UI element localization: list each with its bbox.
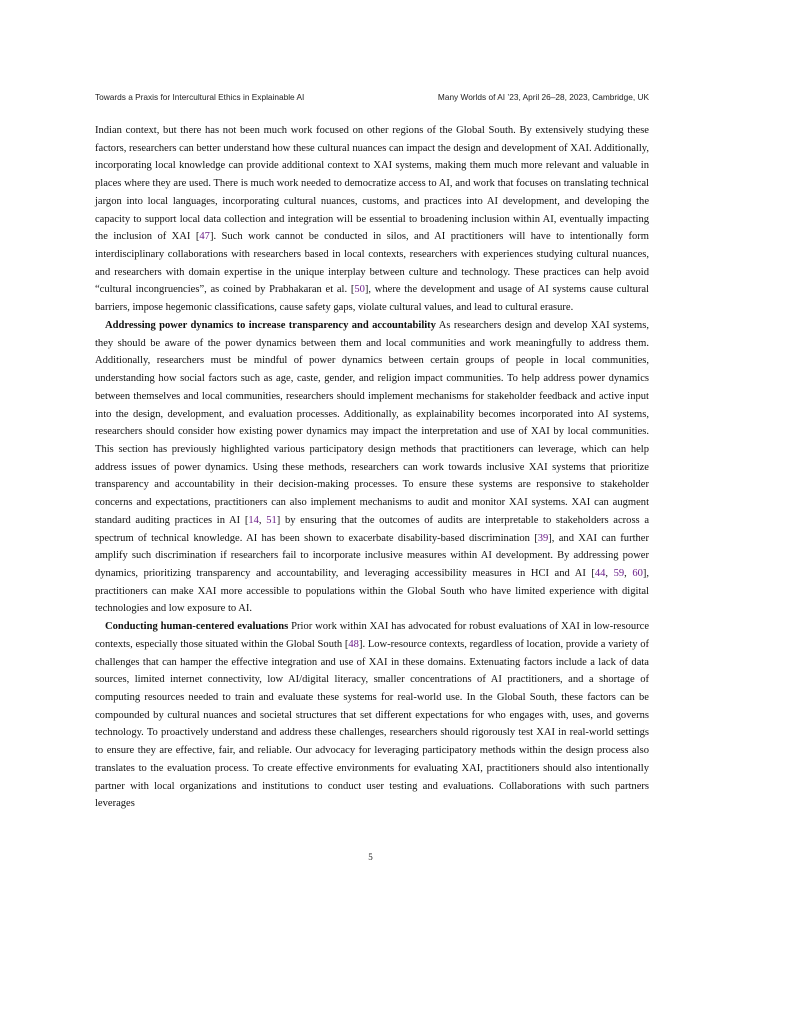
paragraph xyxy=(95,122,649,317)
paragraph xyxy=(95,317,649,618)
citation-link[interactable]: 48 xyxy=(348,638,359,650)
paragraph-text: , xyxy=(605,567,614,579)
paragraph xyxy=(95,618,649,813)
citation-link[interactable]: 44 xyxy=(594,567,606,579)
running-header xyxy=(95,92,649,106)
running-header-venue: Many Worlds of AI ’23, April 26–28, 2023, Cambridge, UK xyxy=(437,92,649,102)
paragraph-text: ]. Low-resource contexts, regardless of location, provide a variety of challenges that can hamper the effective integration and use of XAI in these domains. Extenuating factors include a lack of data sources, limited internet connectivity, low AI/digital literacy, smaller concentrations of AI practitioners, and a shortage of computing resources needed to train and evaluate these systems for real-world use. In the Global South, these factors can be compounded by cultural nuances and societal structures that set different expectations for who engages with, uses, and governs technology. To proactively understand and address these challenges, researchers should rigorously test XAI in real-world settings to ensure they are effective, fair, and reliable. Our advocacy for leveraging participatory methods within the design process also translates to the evaluation process. To create effective environments for evaluating XAI, practitioners should also intentionally partner with local organizations and institutions to conduct user testing and evaluations. Collaborations with such partners leverages xyxy=(95,638,649,810)
paragraph-text: ]. Such work cannot be conducted in silos, and AI practitioners will have to intentionally form interdisciplinary collaborations with researchers based in local contexts, researchers with experiences studying cultural nuances, and researchers with domain expertise in the unique interplay between culture and technology. These practices can help avoid “cultural incongruencies”, as coined by Prabhakaran et al. [ xyxy=(95,231,649,296)
body-text xyxy=(95,122,649,813)
paragraph-text: As researchers design and develop XAI systems, they should be aware of the power dynamics between them and local communities and work meaningfully to address them. Additionally, researchers must be mindful of power dynamics between certain groups of people in local communities, understanding how social factors such as age, caste, gender, and religion impact communities. To help address power dynamics between themselves and local communities, researchers should implement mechanisms for stakeholder feedback and active input into the design, development, and evaluation processes. Additionally, as explainability becomes incorporated into AI systems, researchers should consider how existing power dynamics may impact the interpretation and use of XAI by local communities. This section has previously highlighted various participatory design methods that practitioners can leverage, which can help address issues of power dynamics. Using these methods, researchers can work towards inclusive XAI systems that prioritize transparency and accountability in their decision-making processes. To ensure these systems are responsive to stakeholder concerns and expectations, practitioners can also implement mechanisms to audit and monitor XAI systems. XAI can augment standard auditing practices in AI [ xyxy=(95,319,649,526)
paragraph-text: ], where the development and usage of AI systems cause cultural barriers, impose hegemonic classifications, cause safety gaps, violate cultural values, and lead to cultural erasure. xyxy=(95,284,649,314)
citation-link[interactable]: 50 xyxy=(354,284,365,296)
paragraph-heading: Conducting human-centered evaluations xyxy=(105,621,289,633)
paragraph-text: Indian context, but there has not been much work focused on other regions of the Global South. By extensively studying these factors, researchers can better understand how these cultural nuances can impact the design and development of XAI. Additionally, incorporating local knowledge can provide additional context to XAI systems, making them much more relevant and valuable in places where they are used. There is much work needed to democratize access to AI, and work that focuses on translating technical jargon into local languages, incorporating cultural nuances, customs, and practices into AI development, and developing the capacity to support local data collection and integration will be essential to broadening inclusion within AI, eventually impacting the inclusion of XAI [ xyxy=(95,125,649,243)
page-number: 5 xyxy=(368,852,373,862)
paragraph-text: , xyxy=(624,567,633,579)
paragraph-text: ], practitioners can make XAI more accessible to populations within the Global South who have limited experience with digital technologies and low exposure to AI. xyxy=(95,567,650,615)
paragraph-heading: Addressing power dynamics to increase transparency and accountability xyxy=(105,319,436,331)
citation-link[interactable]: 14 xyxy=(248,514,259,526)
paragraph-text: ] by ensuring that the outcomes of audits are interpretable to stakeholders across a spectrum of technical knowledge. AI has been shown to exacerbate disability-based discrimination [ xyxy=(95,514,650,544)
running-header-title: Towards a Praxis for Intercultural Ethics in Explainable AI xyxy=(95,92,305,102)
paragraph-text: , xyxy=(258,514,267,526)
citation-link[interactable]: 60 xyxy=(632,567,643,579)
paragraph-text: Prior work within XAI has advocated for robust evaluations of XAI in low-resource contexts, especially those situated within the Global South [ xyxy=(95,621,649,650)
citation-link[interactable]: 47 xyxy=(199,231,210,243)
citation-link[interactable]: 51 xyxy=(266,514,277,526)
citation-link[interactable]: 59 xyxy=(613,567,625,579)
citation-link[interactable]: 39 xyxy=(537,532,549,544)
paragraph-text: ], and XAI can further amplify such discrimination if researchers fail to incorporate inclusive measures within AI development. By addressing power dynamics, prioritizing transparency and accountability, and leveraging accessibility measures in HCI and AI [ xyxy=(95,532,649,579)
